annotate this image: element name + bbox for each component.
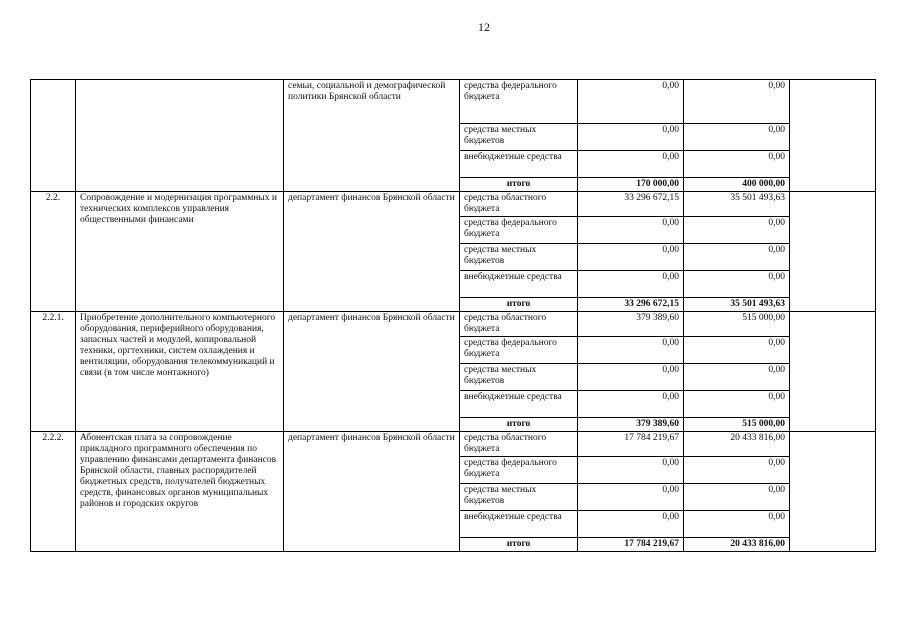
amount-cell-2: 0,00: [684, 244, 790, 271]
amount-cell-2: 0,00: [684, 484, 790, 511]
amount-cell-1: 0,00: [578, 364, 684, 391]
page-number: 12: [478, 20, 490, 34]
amount-cell-1: 0,00: [578, 457, 684, 484]
amount-cell-2: 0,00: [684, 364, 790, 391]
funding-source-cell: итого: [460, 178, 578, 192]
amount-cell-1: 0,00: [578, 217, 684, 244]
amount-cell-1: 0,00: [578, 337, 684, 364]
item-number-cell: [31, 80, 76, 192]
amount-cell-1: 0,00: [578, 151, 684, 178]
funding-source-cell: итого: [460, 538, 578, 552]
amount-cell-2: 400 000,00: [684, 178, 790, 192]
amount-cell-2: 0,00: [684, 124, 790, 151]
amount-cell-1: 379 389,60: [578, 418, 684, 432]
item-number-cell: 2.2.: [31, 192, 76, 312]
item-name-cell: Абонентская плата за сопровождение прикладного программного обеспечения по управлению финансами департамента финансов Брянской области, главных распорядителей бюджетных средств, получателей бюджетных средств, финансовых органов муниципальных районов и городских округов: [76, 432, 284, 552]
funding-source-cell: средства областного бюджета: [460, 312, 578, 337]
amount-cell-1: 379 389,60: [578, 312, 684, 337]
executor-cell: департамент финансов Брянской области: [284, 432, 460, 552]
funding-source-cell: средства федерального бюджета: [460, 457, 578, 484]
amount-cell-1: 33 296 672,15: [578, 192, 684, 217]
amount-cell-1: 0,00: [578, 391, 684, 418]
funding-source-cell: средства местных бюджетов: [460, 484, 578, 511]
amount-cell-2: 0,00: [684, 457, 790, 484]
item-number-cell: 2.2.1.: [31, 312, 76, 432]
table-row: [31, 192, 876, 217]
amount-cell-1: 0,00: [578, 511, 684, 538]
funding-source-cell: средства федерального бюджета: [460, 337, 578, 364]
budget-table: [30, 79, 876, 552]
amount-cell-2: 20 433 816,00: [684, 538, 790, 552]
empty-cell: [790, 432, 876, 552]
amount-cell-1: 17 784 219,67: [578, 538, 684, 552]
amount-cell-1: 0,00: [578, 124, 684, 151]
funding-source-cell: внебюджетные средства: [460, 511, 578, 538]
funding-source-cell: итого: [460, 418, 578, 432]
executor-cell: департамент финансов Брянской области: [284, 192, 460, 312]
amount-cell-1: 17 784 219,67: [578, 432, 684, 457]
amount-cell-1: 170 000,00: [578, 178, 684, 192]
amount-cell-1: 0,00: [578, 244, 684, 271]
amount-cell-1: 33 296 672,15: [578, 298, 684, 312]
funding-source-cell: средства федерального бюджета: [460, 80, 578, 124]
funding-source-cell: внебюджетные средства: [460, 151, 578, 178]
item-name-cell: Приобретение дополнительного компьютерного оборудования, периферийного оборудования, запасных частей и модулей, копировальной техники, оргтехники, систем охлаждения и вентиляции, оборудования телекоммуникаций и связи (в том числе монтажного): [76, 312, 284, 432]
amount-cell-2: 0,00: [684, 217, 790, 244]
empty-cell: [790, 312, 876, 432]
amount-cell-1: 0,00: [578, 80, 684, 124]
funding-source-cell: средства федерального бюджета: [460, 217, 578, 244]
item-name-cell: [76, 80, 284, 192]
funding-source-cell: внебюджетные средства: [460, 391, 578, 418]
empty-cell: [790, 80, 876, 192]
amount-cell-2: 20 433 816,00: [684, 432, 790, 457]
amount-cell-2: 35 501 493,63: [684, 298, 790, 312]
amount-cell-2: 0,00: [684, 391, 790, 418]
amount-cell-1: 0,00: [578, 271, 684, 298]
executor-cell: семьи, социальной и демографической политики Брянской области: [284, 80, 460, 192]
funding-source-cell: средства местных бюджетов: [460, 124, 578, 151]
amount-cell-2: 515 000,00: [684, 418, 790, 432]
amount-cell-2: 35 501 493,63: [684, 192, 790, 217]
funding-source-cell: средства областного бюджета: [460, 192, 578, 217]
funding-source-cell: средства областного бюджета: [460, 432, 578, 457]
amount-cell-1: 0,00: [578, 484, 684, 511]
item-name-cell: Сопровождение и модернизация программных и технических комплексов управления общественными финансами: [76, 192, 284, 312]
amount-cell-2: 0,00: [684, 80, 790, 124]
funding-source-cell: средства местных бюджетов: [460, 364, 578, 391]
executor-cell: департамент финансов Брянской области: [284, 312, 460, 432]
table-row: [31, 312, 876, 337]
table-row: [31, 80, 876, 124]
amount-cell-2: 0,00: [684, 511, 790, 538]
empty-cell: [790, 192, 876, 312]
funding-source-cell: итого: [460, 298, 578, 312]
funding-source-cell: средства местных бюджетов: [460, 244, 578, 271]
amount-cell-2: 0,00: [684, 151, 790, 178]
amount-cell-2: 0,00: [684, 271, 790, 298]
amount-cell-2: 515 000,00: [684, 312, 790, 337]
item-number-cell: 2.2.2.: [31, 432, 76, 552]
funding-source-cell: внебюджетные средства: [460, 271, 578, 298]
table-row: [31, 432, 876, 457]
amount-cell-2: 0,00: [684, 337, 790, 364]
